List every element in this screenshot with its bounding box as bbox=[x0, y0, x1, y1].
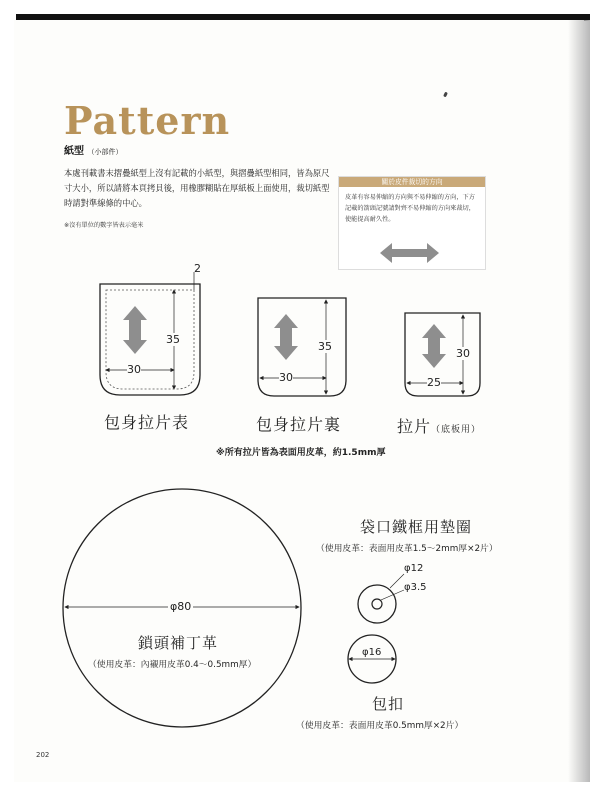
washer-inner-leader bbox=[381, 590, 404, 600]
unit-note: ※沒有單位的數字皆表示毫米 bbox=[64, 222, 144, 229]
bottom-tab-grain-arrow-icon bbox=[422, 324, 446, 368]
button-name: 包扣 bbox=[372, 695, 405, 713]
bottom-tab-name bbox=[397, 414, 481, 437]
direction-box-text: 皮革有容易伸縮的方向與不易伸縮的方向，下方記載的箭頭記號請對齊不易伸縮的方向來裁切，使能提高耐久性。 bbox=[345, 194, 475, 223]
washer-inner-circle bbox=[372, 599, 382, 609]
outer-tab-name: 包身拉片表 bbox=[104, 413, 190, 432]
subtitle-main: 紙型 bbox=[64, 146, 84, 157]
direction-box-header: 關於皮件裁切的方向 bbox=[339, 177, 485, 187]
washer-inner-dim: φ3.5 bbox=[404, 582, 427, 593]
outer-tab-height-label: 35 bbox=[166, 333, 180, 346]
inner-tab-outline bbox=[258, 298, 346, 396]
bottom-tab-name-main: 拉片 bbox=[397, 417, 432, 436]
grain-arrow-icon bbox=[380, 243, 439, 263]
bottom-tab-width-label: 25 bbox=[427, 376, 441, 389]
inner-tab-name: 包身拉片裏 bbox=[256, 415, 342, 434]
outer-tab-width-label: 30 bbox=[127, 363, 141, 376]
page-title: Pattern bbox=[64, 98, 231, 143]
washer-title: 袋口鐵框用墊圈 bbox=[360, 518, 473, 536]
subtitle-sub: （小部件） bbox=[87, 148, 123, 156]
seam-allowance-label: 2 bbox=[194, 262, 201, 275]
washer-outer-dim: φ12 bbox=[404, 563, 424, 574]
outer-tab-grain-arrow-icon bbox=[123, 306, 147, 354]
inner-tab-grain-arrow-icon bbox=[274, 314, 298, 360]
page-number: 202 bbox=[36, 751, 50, 759]
button-material: （使用皮革：表面用皮革0.5mm厚×2片） bbox=[296, 721, 464, 731]
inner-tab-height-label: 35 bbox=[318, 340, 332, 353]
button-dim: φ16 bbox=[362, 647, 382, 658]
intro-text: 本處刊載書末摺疊紙型上沒有記載的小紙型，與摺疊紙型相同，皆為原尺寸大小，所以請將本頁拷貝後，用橡膠糊貼在厚紙板上面使用，裁切紙型時請對準線條的中心。 bbox=[64, 168, 330, 208]
bottom-tab-name-note: （底板用） bbox=[431, 425, 482, 435]
common-material-note: ※所有拉片皆為表面用皮革，約1.5mm厚 bbox=[216, 448, 386, 458]
outer-tab-stitch-line bbox=[106, 290, 194, 389]
outer-tab-outline bbox=[100, 284, 200, 395]
bottom-tab-height-label: 30 bbox=[456, 347, 470, 360]
inner-tab-width-label: 30 bbox=[279, 371, 293, 384]
washer-material: （使用皮革：表面用皮革1.5～2mm厚×2片） bbox=[316, 544, 498, 554]
washer-outer-circle bbox=[358, 585, 396, 623]
washer-outer-leader bbox=[390, 574, 404, 588]
lock-patch-dim: φ80 bbox=[170, 600, 192, 613]
lock-patch-name: 鎖頭補丁革 bbox=[138, 634, 219, 652]
lock-patch-material: （使用皮革：內襯用皮革0.4～0.5mm厚） bbox=[88, 660, 257, 670]
